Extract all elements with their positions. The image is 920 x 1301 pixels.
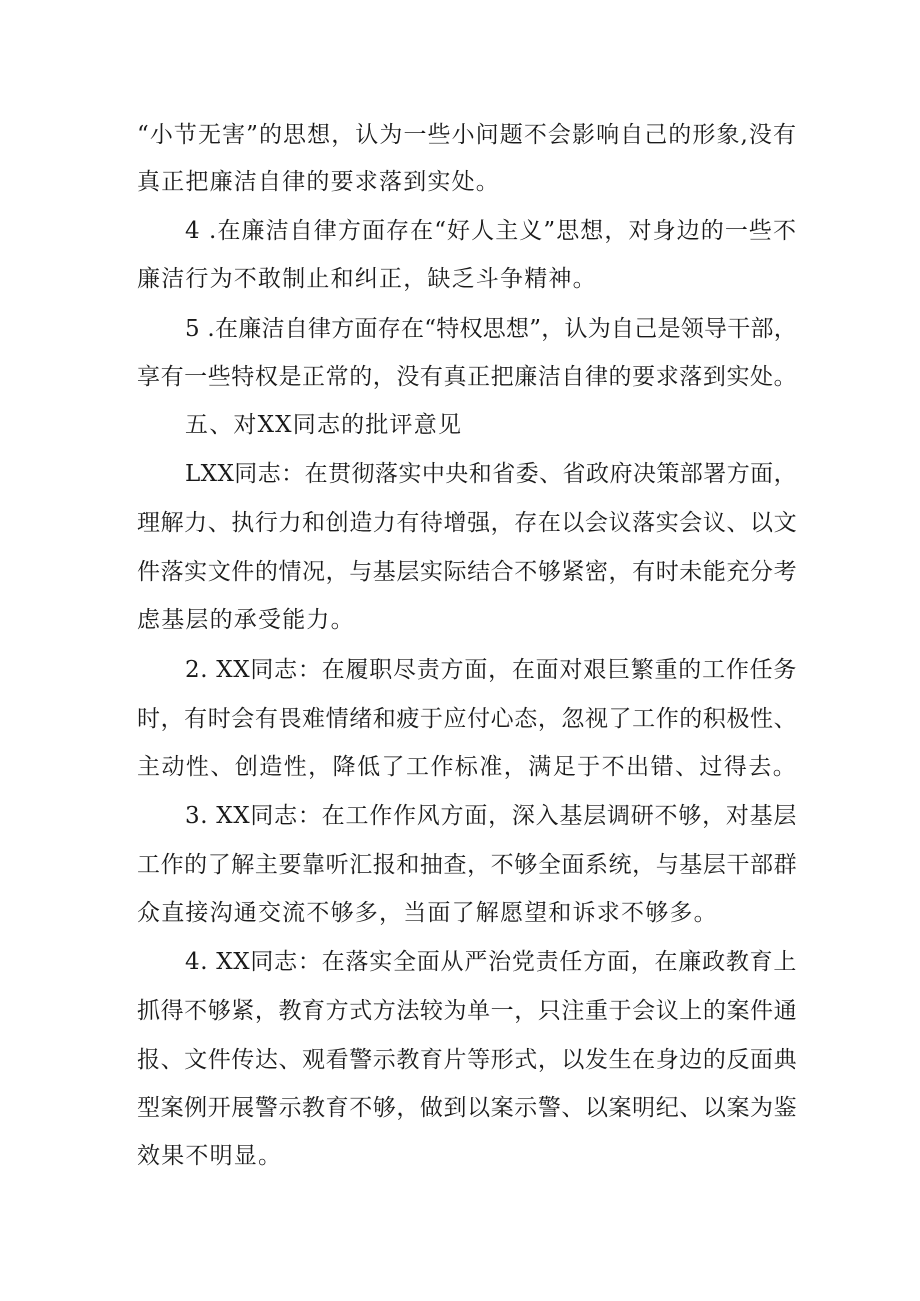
paragraph-7-line-5: 效果不明显。 <box>137 1143 283 1169</box>
paragraph-5-line-2: 时，有时会有畏难情绪和疲于应付心态，忽视了工作的积极性、 <box>137 706 797 732</box>
paragraph-7-line-3: 报、文件传达、观看警示教育片等形式，以发生在身边的反面典 <box>137 1047 797 1073</box>
paragraph-4-line-3: 件落实文件的情况，与基层实际结合不够紧密，有时未能充分考 <box>137 559 797 585</box>
paragraph-1-line-1: “小节无害”的思想，认为一些小问题不会影响自己的形象,没有 <box>137 122 797 148</box>
paragraph-2-line-1: 4 .在廉洁自律方面存在“好人主义”思想，对身边的一些不 <box>185 218 797 244</box>
paragraph-4-line-1: LXX同志：在贯彻落实中央和省委、省政府决策部署方面， <box>185 461 797 487</box>
paragraph-6-line-1: 3. XX同志：在工作作风方面，深入基层调研不够，对基层 <box>185 803 797 829</box>
paragraph-4-line-2: 理解力、执行力和创造力有待增强，存在以会议落实会议、以文 <box>137 510 797 536</box>
paragraph-1-line-2: 真正把廉洁自律的要求落到实处。 <box>137 169 500 195</box>
section-heading: 五、对XX同志的批评意见 <box>185 412 463 438</box>
paragraph-5-line-1: 2. XX同志：在履职尽责方面，在面对艰巨繁重的工作任务 <box>185 657 797 683</box>
paragraph-2-line-2: 廉洁行为不敢制止和纠正，缺乏斗争精神。 <box>137 266 597 292</box>
paragraph-6-line-3: 众直接沟通交流不够多，当面了解愿望和诉求不够多。 <box>137 900 718 926</box>
paragraph-3-line-2: 享有一些特权是正常的，没有真正把廉洁自律的要求落到实处。 <box>137 364 797 390</box>
paragraph-7-line-1: 4. XX同志：在落实全面从严治党责任方面，在廉政教育上 <box>185 949 797 975</box>
paragraph-5-line-3: 主动性、创造性，降低了工作标准，满足于不出错、过得去。 <box>137 754 797 780</box>
paragraph-7-line-4: 型案例开展警示教育不够，做到以案示警、以案明纪、以案为鉴 <box>137 1095 797 1121</box>
paragraph-7-line-2: 抓得不够紧，教育方式方法较为单一，只注重于会议上的案件通 <box>137 998 797 1024</box>
paragraph-3-line-1: 5 .在廉洁自律方面存在“特权思想”，认为自己是领导干部， <box>185 316 797 342</box>
paragraph-4-line-4: 虑基层的承受能力。 <box>137 607 355 633</box>
paragraph-6-line-2: 工作的了解主要靠听汇报和抽查，不够全面系统，与基层干部群 <box>137 852 797 878</box>
